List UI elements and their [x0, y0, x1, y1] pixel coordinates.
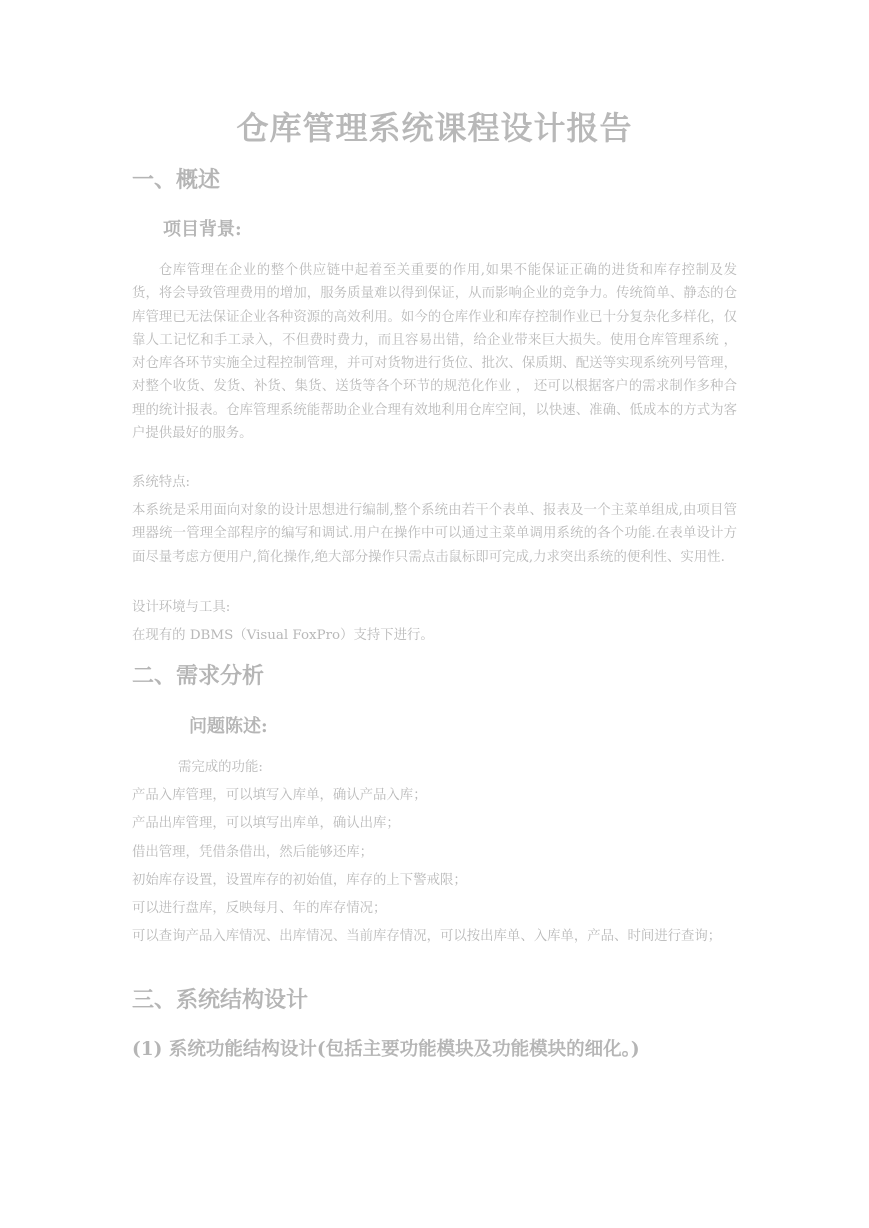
section-2-subheading: 问题陈述: — [189, 716, 268, 737]
section-1-subheading: 项目背景: — [163, 219, 242, 240]
requirement-item: 可以进行盘库，反映每月、年的库存情况； — [132, 901, 387, 916]
requirement-item: 初始库存设置，设置库存的初始值，库存的上下警戒限； — [132, 873, 467, 888]
section-3-subheading: (1) 系统功能结构设计(包括主要功能模块及功能模块的细化。) — [132, 1039, 640, 1060]
functions-label: 需完成的功能: — [178, 760, 263, 775]
background-paragraph: 仓库管理在企业的整个供应链中起着至关重要的作用,如果不能保证正确的进货和库存控制及发货，将会导致管理费用的增加，服务质量难以得到保证，从而影响企业的竞争力。传统简单、静态的仓库管理已无法保证企业各种资源的高效利用。如今的仓库作业和库存控制作业已十分复杂化多样化，仅靠人工记忆和手工录入，不但费时费力，而且容易出错，给企业带来巨大损失。使用仓库管理系统 ， 对仓库各环节实施全过程控制管理，并可对货物进行货位、批次、保质期、配送等实现系统列号管理，对整个收货、发货、补货、集货、送货等各个环节的规范化作业 ， 还可以根据客户的需求制作多种合理的统计报表。仓库管理系统能帮助企业合理有效地利用仓库空间，以快速、准确、低成本的方式为客户提供最好的服务。 — [132, 263, 737, 442]
requirement-item: 借出管理，凭借条借出，然后能够还库； — [132, 845, 374, 860]
requirement-item: 可以查询产品入库情况、出库情况、当前库存情况，可以按出库单、入库单，产品、时间进行查询； — [132, 929, 722, 944]
env-label: 设计环境与工具: — [132, 600, 231, 615]
features-label: 系统特点: — [132, 475, 191, 490]
document-title: 仓库管理系统课程设计报告 — [236, 109, 633, 147]
section-1-heading: 一、概述 — [132, 167, 221, 193]
section-2-heading: 二、需求分析 — [132, 663, 265, 689]
requirement-item: 产品出库管理，可以填写出库单，确认出库； — [132, 816, 400, 831]
section-3-heading: 三、系统结构设计 — [132, 987, 309, 1013]
env-text: 在现有的 DBMS（Visual FoxPro）支持下进行。 — [132, 628, 434, 643]
features-paragraph: 本系统是采用面向对象的设计思想进行编制,整个系统由若干个表单、报表及一个主菜单组成,由项目管理器统一管理全部程序的编写和调试.用户在操作中可以通过主菜单调用系统的各个功能.在表单设计方面尽量考虑方便用户,简化操作,绝大部分操作只需点击鼠标即可完成,力求突出系统的便利性、实用性. — [132, 503, 737, 565]
requirement-item: 产品入库管理，可以填写入库单，确认产品入库； — [132, 788, 427, 803]
